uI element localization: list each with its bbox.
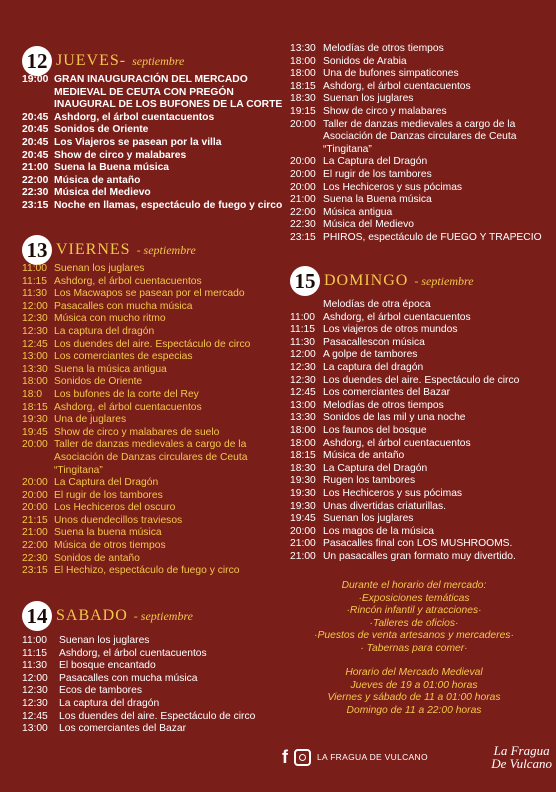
event-row: [22, 685, 287, 698]
event-row: [290, 144, 552, 157]
event-row: [22, 364, 287, 377]
activity-item: ·Rincón infantil y atracciones·: [346, 605, 482, 616]
la-fragua-logo: [491, 744, 552, 770]
event-title: Los bufones de la corte del Rey: [54, 388, 199, 400]
event-time: [22, 452, 54, 465]
event-title: El bosque encantado: [59, 660, 156, 672]
event-row: [290, 375, 552, 388]
event-title: Ashdorg, el árbol cuentacuentos: [54, 275, 202, 287]
event-title: Ashdorg, el árbol cuentacuentos: [59, 647, 207, 659]
event-row: [290, 425, 552, 438]
activity-item: ·Puestos de venta artesanos y mercaderes·: [314, 630, 514, 641]
event-title: Pasacalles final con LOS MUSHROOMS.: [323, 538, 513, 550]
event-time: 22:00: [290, 206, 316, 218]
event-row: [22, 502, 287, 515]
event-title: “Tingitana”: [54, 464, 103, 476]
event-row: [22, 112, 287, 125]
event-row: [22, 660, 287, 673]
day-month: - septiembre: [133, 608, 193, 623]
event-time: 21:00: [22, 162, 49, 174]
market-hours-title: Horario del Mercado Medieval: [345, 667, 483, 678]
day-15-section: [290, 264, 552, 563]
event-title: El rugir de los tambores: [54, 489, 163, 501]
event-row: [290, 450, 552, 463]
footer: [282, 737, 552, 777]
event-row: [290, 312, 552, 325]
event-title: Música de otros tiempos: [54, 540, 166, 552]
event-row: [22, 200, 287, 213]
event-time: 13:00: [22, 351, 48, 363]
event-title: Melodías de otros tiempos: [323, 399, 444, 411]
event-time: 19:45: [22, 426, 48, 438]
event-time: 19:45: [290, 513, 316, 525]
event-row: [22, 376, 287, 389]
event-title: Unos duendecillos traviesos: [54, 514, 183, 526]
event-title: Los viajeros de otros mundos: [323, 324, 458, 336]
event-row: [22, 162, 287, 175]
event-title: Suena la buena música: [54, 527, 162, 539]
event-title: La Captura del Dragón: [323, 462, 428, 474]
event-title: Show de circo y malabares: [323, 105, 447, 117]
event-time: 22:00: [22, 174, 49, 186]
event-time: 20:00: [22, 477, 48, 489]
event-time: 18:00: [22, 376, 48, 388]
event-row: [22, 565, 287, 578]
event-row: [22, 74, 287, 87]
event-row: [290, 207, 552, 220]
event-title: Suena la música antigua: [54, 363, 167, 375]
event-title: Asociación de Danzas circulares de Ceuta: [323, 131, 517, 143]
event-title: Melodías de otra época: [323, 299, 431, 310]
event-time: 20:45: [22, 149, 49, 161]
event-time: 18:00: [290, 437, 316, 449]
event-time: 11:30: [22, 288, 48, 300]
event-time: 18:15: [290, 450, 316, 462]
event-row: [290, 299, 552, 312]
logo-line: De Vulcano: [491, 756, 552, 771]
event-title: Los comerciantes del Bazar: [59, 723, 187, 735]
event-time: 22:30: [290, 219, 316, 231]
event-time: 12:30: [22, 325, 48, 337]
event-time: 13:00: [290, 399, 316, 411]
event-row: [290, 438, 552, 451]
event-row: [290, 68, 552, 81]
social-links: [282, 747, 311, 768]
event-time: 11:30: [22, 660, 48, 672]
event-time: 19:30: [290, 475, 316, 487]
day-13-events: [22, 263, 287, 578]
event-row: [290, 362, 552, 375]
day-number: 15: [290, 266, 320, 296]
event-title: El rugir de los tambores: [323, 168, 432, 180]
event-row: [290, 387, 552, 400]
event-row: [290, 81, 552, 94]
hours-line: Viernes y sábado de 11 a 01:00 horas: [327, 692, 501, 703]
event-row: [22, 723, 287, 736]
day-name: JUEVES-: [56, 52, 127, 69]
event-title: El Hechizo, espectáculo de fuego y circo: [54, 565, 240, 577]
event-time: [290, 299, 323, 312]
event-time: 12:30: [22, 697, 48, 709]
day-14-events: [22, 635, 287, 736]
event-time: 13:30: [290, 43, 316, 54]
market-info: [290, 580, 538, 729]
event-title: Suenan los juglares: [59, 635, 150, 646]
event-time: 12:00: [22, 672, 48, 684]
event-title: “Tingitana”: [323, 143, 372, 155]
event-time: 12:45: [290, 387, 316, 399]
day-14-continued-events: [290, 43, 552, 245]
event-time: 18:30: [290, 93, 316, 105]
event-row: [22, 452, 287, 465]
event-row: [290, 475, 552, 488]
activity-item: ·Talleres de oficios·: [369, 617, 459, 629]
event-row: [22, 137, 287, 150]
event-row: [22, 477, 287, 490]
event-title: Los magos de la música: [323, 525, 435, 537]
event-title: MEDIEVAL DE CEUTA CON PREGÓN: [54, 86, 234, 98]
market-activities-title: Durante el horario del mercado:: [341, 580, 487, 591]
event-row: [22, 540, 287, 553]
event-row: [290, 538, 552, 551]
facebook-icon[interactable]: f: [282, 746, 288, 767]
event-time: 19:00: [22, 74, 49, 85]
event-title: Música con mucho ritmo: [54, 313, 166, 325]
event-title: Pasacalles con mucha música: [59, 672, 198, 684]
event-time: 12:45: [22, 710, 48, 722]
event-row: [22, 389, 287, 402]
event-title: Suena la Buena música: [323, 194, 432, 206]
event-time: 18:30: [290, 462, 316, 474]
event-title: Pasacalles con mucha música: [54, 300, 193, 312]
day-12-events: [22, 74, 287, 213]
event-time: 22:30: [22, 552, 48, 564]
activity-item: ·Exposiciones temáticas: [358, 592, 470, 604]
event-time: [290, 144, 323, 157]
event-title: Los comerciantes de especias: [54, 351, 193, 363]
day-13-section: [22, 233, 287, 578]
event-title: Los faunos del bosque: [323, 424, 427, 436]
day-15-events: [290, 299, 552, 563]
event-time: [22, 465, 54, 478]
event-row: [22, 187, 287, 200]
event-time: 22:00: [22, 540, 48, 552]
event-row: [290, 93, 552, 106]
event-time: [290, 131, 323, 144]
event-row: [22, 648, 287, 661]
event-row: [290, 463, 552, 476]
event-row: [290, 501, 552, 514]
event-title: Ashdorg, el árbol cuentacuentos: [323, 80, 471, 92]
event-row: [290, 400, 552, 413]
event-title: Asociación de Danzas circulares de Ceuta: [54, 451, 248, 463]
event-time: 20:45: [22, 124, 49, 136]
event-row: [290, 119, 552, 132]
day-14-continued: [290, 43, 552, 245]
event-time: 11:00: [22, 263, 48, 274]
brand-name: LA FRAGUA DE VULCANO: [317, 752, 428, 762]
event-time: 12:00: [290, 349, 316, 361]
event-row: [22, 427, 287, 440]
day-number: 12: [22, 46, 52, 76]
event-row: [290, 232, 552, 245]
event-title: Los Macwapos se pasean por el mercado: [54, 288, 245, 300]
event-time: 19:30: [22, 414, 48, 426]
event-row: [22, 301, 287, 314]
event-row: [22, 276, 287, 289]
event-time: 21:00: [290, 538, 316, 550]
event-title: Melodías de otros tiempos: [323, 43, 444, 54]
event-row: [22, 87, 287, 100]
event-time: 13:00: [22, 723, 48, 735]
event-title: Sonidos de Oriente: [54, 124, 149, 136]
event-time: 21:15: [22, 514, 48, 526]
event-title: Unas divertidas criaturillas.: [323, 500, 447, 512]
event-row: [290, 412, 552, 425]
event-title: Suenan los juglares: [54, 263, 145, 274]
event-title: INAUGURAL DE LOS BUFONES DE LA CORTE: [54, 99, 283, 111]
event-title: Los Hechiceros y sus pócimas: [323, 181, 463, 193]
event-title: Música de antaño: [323, 450, 405, 462]
event-row: [22, 313, 287, 326]
event-title: Sonidos de Oriente: [54, 376, 143, 388]
hours-line: Jueves de 19 a 01:00 horas: [350, 679, 478, 691]
event-row: [22, 465, 287, 478]
event-title: Música del Medievo: [54, 187, 151, 199]
event-time: 13:30: [22, 363, 48, 375]
instagram-icon[interactable]: [294, 749, 311, 766]
event-title: Suenan los juglares: [323, 93, 414, 105]
event-title: Ecos de tambores: [59, 685, 142, 697]
event-time: 11:15: [22, 647, 48, 659]
event-row: [22, 402, 287, 415]
event-title: La Captura del Dragón: [54, 477, 159, 489]
event-title: La Captura del Dragón: [323, 156, 428, 168]
event-title: Una de bufones simpaticones: [323, 68, 459, 80]
event-time: 20:00: [22, 502, 48, 514]
event-row: [290, 513, 552, 526]
event-row: [290, 106, 552, 119]
event-time: 20:00: [290, 156, 316, 168]
event-time: [22, 99, 54, 112]
market-hours: [290, 667, 538, 717]
day-number: 13: [22, 235, 52, 265]
event-row: [22, 515, 287, 528]
event-time: 20:00: [290, 118, 316, 130]
event-title: PHIROS, espectáculo de FUEGO Y TRAPECIO: [323, 231, 542, 243]
event-row: [22, 635, 287, 648]
event-row: [290, 194, 552, 207]
event-time: 23:15: [290, 231, 316, 243]
day-month: septiembre: [132, 53, 185, 68]
event-time: 11:30: [290, 336, 316, 348]
event-title: Ashdorg, el árbol cuentacuentos: [54, 111, 215, 123]
event-row: [22, 711, 287, 724]
event-row: [290, 43, 552, 56]
event-title: Los comerciantes del Bazar: [323, 387, 451, 399]
event-title: La captura del dragón: [59, 697, 160, 709]
event-title: Noche en llamas, espectáculo de fuego y circo: [54, 199, 283, 211]
event-row: [290, 182, 552, 195]
event-time: 18:0: [22, 388, 43, 400]
event-time: 18:15: [290, 80, 316, 92]
event-row: [22, 326, 287, 339]
event-time: 20:00: [290, 168, 316, 180]
event-row: [22, 150, 287, 163]
event-title: Suenan los juglares: [323, 513, 414, 525]
event-time: 12:30: [22, 313, 48, 325]
event-title: Los duendes del aire. Espectáculo de circo: [59, 710, 256, 722]
event-time: 18:15: [22, 401, 48, 413]
hours-line: Domingo de 11 a 22:00 horas: [346, 704, 482, 716]
event-time: 20:00: [22, 439, 48, 451]
event-title: Sonidos de las mil y una noche: [323, 412, 466, 424]
day-12-header: [22, 44, 287, 78]
event-row: [290, 56, 552, 69]
day-13-header: [22, 233, 287, 267]
activity-item: · Tabernas para comer·: [360, 642, 468, 654]
event-row: [22, 490, 287, 503]
event-time: 11:00: [290, 311, 316, 323]
event-row: [290, 488, 552, 501]
event-title: Ashdorg, el árbol cuentacuentos: [323, 311, 471, 323]
event-row: [290, 526, 552, 539]
event-time: 18:00: [290, 55, 316, 67]
event-row: [22, 339, 287, 352]
event-title: Taller de danzas medievales a cargo de la: [323, 118, 516, 130]
event-row: [22, 553, 287, 566]
event-row: [22, 175, 287, 188]
event-time: 12:45: [22, 338, 48, 350]
event-time: 12:30: [22, 685, 48, 697]
event-row: [22, 263, 287, 276]
event-time: 20:45: [22, 136, 49, 148]
event-title: GRAN INAUGURACIÓN DEL MERCADO: [54, 74, 248, 85]
event-time: 21:00: [290, 194, 316, 206]
event-time: 11:00: [22, 635, 48, 646]
event-row: [22, 698, 287, 711]
event-row: [290, 337, 552, 350]
event-row: [290, 324, 552, 337]
event-time: 11:15: [290, 324, 316, 336]
day-12-section: [22, 44, 287, 213]
event-row: [22, 414, 287, 427]
event-title: Un pasacalles gran formato muy divertido.: [323, 550, 516, 562]
event-time: 21:00: [22, 527, 48, 539]
event-row: [22, 439, 287, 452]
day-name: VIERNES: [56, 241, 131, 258]
event-title: La captura del dragón: [323, 361, 424, 373]
event-title: Los Hechiceros del oscuro: [54, 502, 176, 514]
logo-line: La Fragua: [493, 743, 550, 758]
event-time: 20:00: [290, 181, 316, 193]
event-title: Suena la Buena música: [54, 162, 170, 174]
event-title: Taller de danzas medievales a cargo de la: [54, 439, 247, 451]
event-time: [22, 87, 54, 100]
event-time: 11:15: [22, 275, 48, 287]
event-time: 13:30: [290, 412, 316, 424]
event-row: [22, 527, 287, 540]
event-title: A golpe de tambores: [323, 349, 418, 361]
event-time: 18:00: [290, 68, 316, 80]
day-number: 14: [22, 601, 52, 631]
event-row: [290, 349, 552, 362]
event-title: Los Viajeros se pasean por la villa: [54, 136, 222, 148]
event-row: [22, 124, 287, 137]
event-row: [22, 351, 287, 364]
event-time: 18:00: [290, 424, 316, 436]
event-title: Música del Medievo: [323, 219, 414, 231]
event-time: 22:30: [22, 187, 49, 199]
event-row: [290, 169, 552, 182]
event-title: Los duendes del aire. Espectáculo de circo: [54, 338, 251, 350]
event-row: [290, 219, 552, 232]
day-month: - septiembre: [136, 242, 196, 257]
event-title: Pasacallescon música: [323, 336, 425, 348]
event-title: Los Hechiceros y sus pócimas: [323, 487, 463, 499]
event-time: 20:00: [290, 525, 316, 537]
event-title: Rugen los tambores: [323, 475, 416, 487]
event-row: [290, 131, 552, 144]
event-title: Música de antaño: [54, 174, 141, 186]
event-time: 20:00: [22, 489, 48, 501]
event-time: 12:30: [290, 361, 316, 373]
event-title: Música antigua: [323, 206, 393, 218]
event-time: 12:30: [290, 374, 316, 386]
event-time: 19:15: [290, 105, 316, 117]
event-time: 23:15: [22, 199, 49, 211]
day-14-section: [22, 599, 287, 736]
day-name: SABADO: [56, 607, 128, 624]
event-time: 19:30: [290, 487, 316, 499]
event-time: 20:45: [22, 111, 49, 123]
event-title: Ashdorg, el árbol cuentacuentos: [323, 437, 471, 449]
event-title: Una de juglares: [54, 414, 127, 426]
event-row: [290, 551, 552, 564]
day-15-header: [290, 264, 552, 298]
event-title: Sonidos de antaño: [54, 552, 140, 564]
event-title: Show de circo y malabares de suelo: [54, 426, 220, 438]
day-name: DOMINGO: [324, 272, 409, 289]
event-title: Ashdorg, el árbol cuentacuentos: [54, 401, 202, 413]
event-time: 19:30: [290, 500, 316, 512]
event-row: [290, 156, 552, 169]
event-time: 12:00: [22, 300, 48, 312]
event-time: 23:15: [22, 565, 48, 577]
event-title: Show de circo y malabares: [54, 149, 187, 161]
day-month: - septiembre: [414, 273, 474, 288]
event-row: [22, 673, 287, 686]
event-row: [22, 288, 287, 301]
event-title: La captura del dragón: [54, 325, 155, 337]
event-title: Sonidos de Arabia: [323, 55, 407, 67]
event-row: [22, 99, 287, 112]
event-title: Los duendes del aire. Espectáculo de circo: [323, 374, 520, 386]
event-time: 21:00: [290, 550, 316, 562]
market-activities: [290, 580, 538, 655]
day-14-header: [22, 599, 287, 633]
